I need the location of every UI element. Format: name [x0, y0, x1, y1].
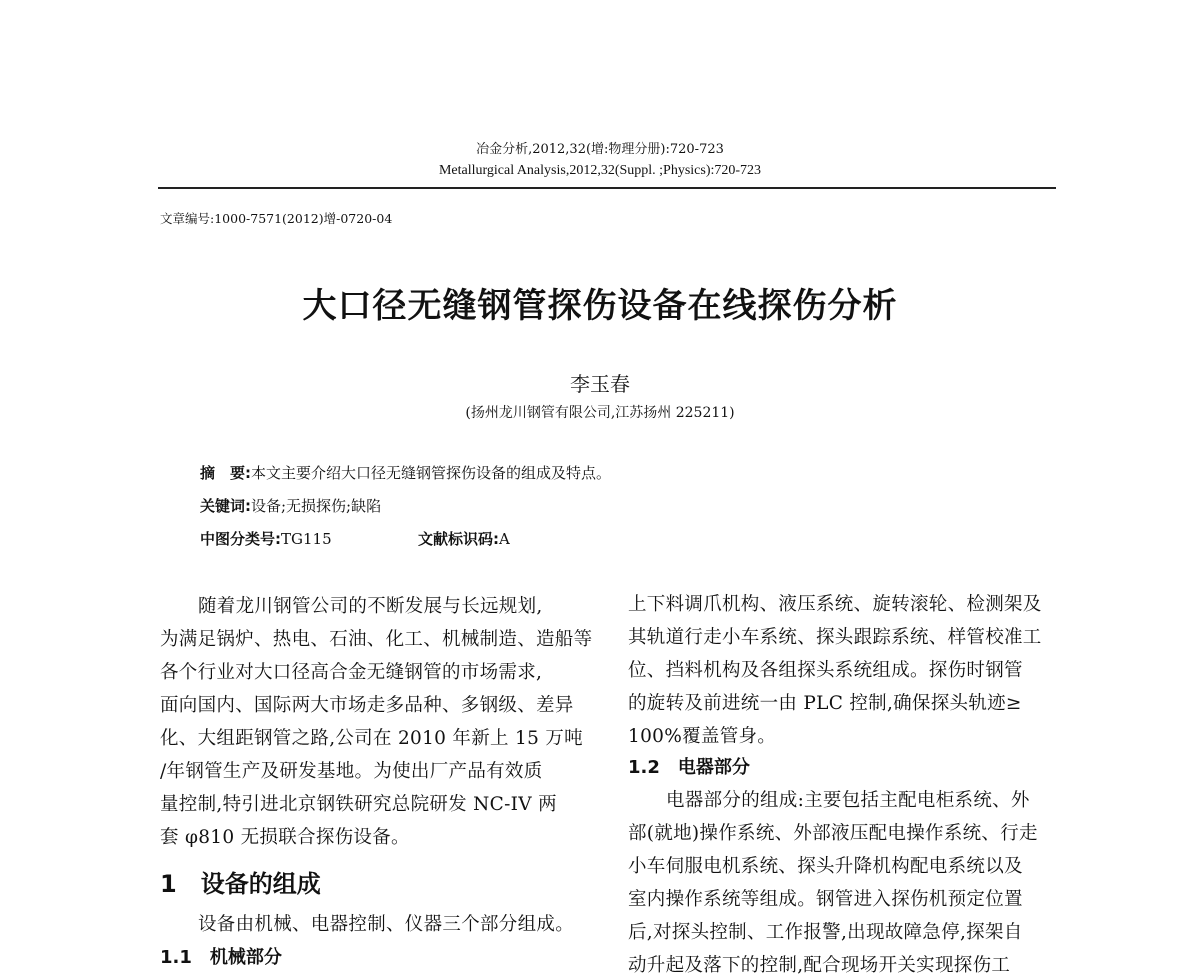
clc-value: TG115 — [281, 530, 332, 548]
section-heading-1-2: 1.2 电器部分 — [628, 757, 750, 778]
text-line: 100%覆盖管身。 — [628, 726, 777, 747]
text-line: /年钢管生产及研发基地。为使出厂产品有效质 — [160, 761, 543, 782]
text-line: 面向国内、国际两大市场走多品种、多钢级、差异 — [160, 695, 574, 716]
text-line: 电器部分的组成:主要包括主配电柜系统、外 — [666, 790, 1030, 811]
text-line: 套 φ810 无损联合探伤设备。 — [160, 827, 410, 848]
journal-citation-en: Metallurgical Analysis,2012,32(Suppl. ;Physics):720-723 — [438, 163, 762, 178]
text-line: 化、大组距钢管之路,公司在 2010 年新上 15 万吨 — [160, 728, 583, 749]
abstract — [200, 462, 611, 483]
section-heading-1: 1 设备的组成 — [160, 870, 321, 898]
keywords-text: 设备;无损探伤;缺陷 — [251, 497, 382, 515]
text-line: 的旋转及前进统一由 PLC 控制,确保探头轨迹≥ — [628, 693, 1022, 714]
text-line: 上下料调爪机构、液压系统、旋转滚轮、检测架及 — [628, 594, 1042, 615]
header-rule — [158, 187, 1056, 189]
text-line: 部(就地)操作系统、外部液压配电操作系统、行走 — [628, 823, 1038, 844]
doc-code-value: A — [499, 530, 510, 548]
text-line: 为满足锅炉、热电、石油、化工、机械制造、造船等 — [160, 629, 593, 650]
classification — [200, 528, 332, 549]
section-heading-1-1: 1.1 机械部分 — [160, 947, 282, 968]
keywords-label: 关键词: — [200, 497, 251, 515]
doc-code — [418, 528, 510, 549]
text-line: 量控制,特引进北京钢铁研究总院研发 NC-IV 两 — [160, 794, 557, 815]
abstract-label: 摘 要: — [200, 464, 251, 482]
text-line: 小车伺服电机系统、探头升降机构配电系统以及 — [628, 856, 1023, 877]
text-line: 其轨道行走小车系统、探头跟踪系统、样管校准工 — [628, 627, 1042, 648]
text-line: 室内操作系统等组成。钢管进入探伤机预定位置 — [628, 889, 1023, 910]
clc-label: 中图分类号: — [200, 530, 281, 548]
doc-code-label: 文献标识码: — [418, 530, 499, 548]
text-line: 各个行业对大口径高合金无缝钢管的市场需求, — [160, 662, 543, 683]
paper-title: 大口径无缝钢管探伤设备在线探伤分析 — [302, 286, 898, 326]
text-line: 后,对探头控制、工作报警,出现故障急停,探架自 — [628, 922, 1023, 943]
left-paragraph-2: 设备由机械、电器控制、仪器三个部分组成。 — [198, 914, 575, 935]
text-line: 动升起及落下的控制,配合现场开关实现探伤工 — [628, 955, 1011, 976]
abstract-text: 本文主要介绍大口径无缝钢管探伤设备的组成及特点。 — [251, 464, 612, 482]
keywords — [200, 495, 381, 516]
article-number: 文章编号:1000-7571(2012)增-0720-04 — [160, 211, 393, 226]
journal-citation-cn: 冶金分析,2012,32(增:物理分册):720-723 — [476, 142, 724, 157]
author: 李玉春 — [570, 372, 630, 396]
text-line: 随着龙川钢管公司的不断发展与长远规划, — [198, 596, 543, 617]
affiliation: (扬州龙川钢管有限公司,江苏扬州 225211) — [465, 405, 735, 421]
text-line: 位、挡料机构及各组探头系统组成。探伤时钢管 — [628, 660, 1023, 681]
